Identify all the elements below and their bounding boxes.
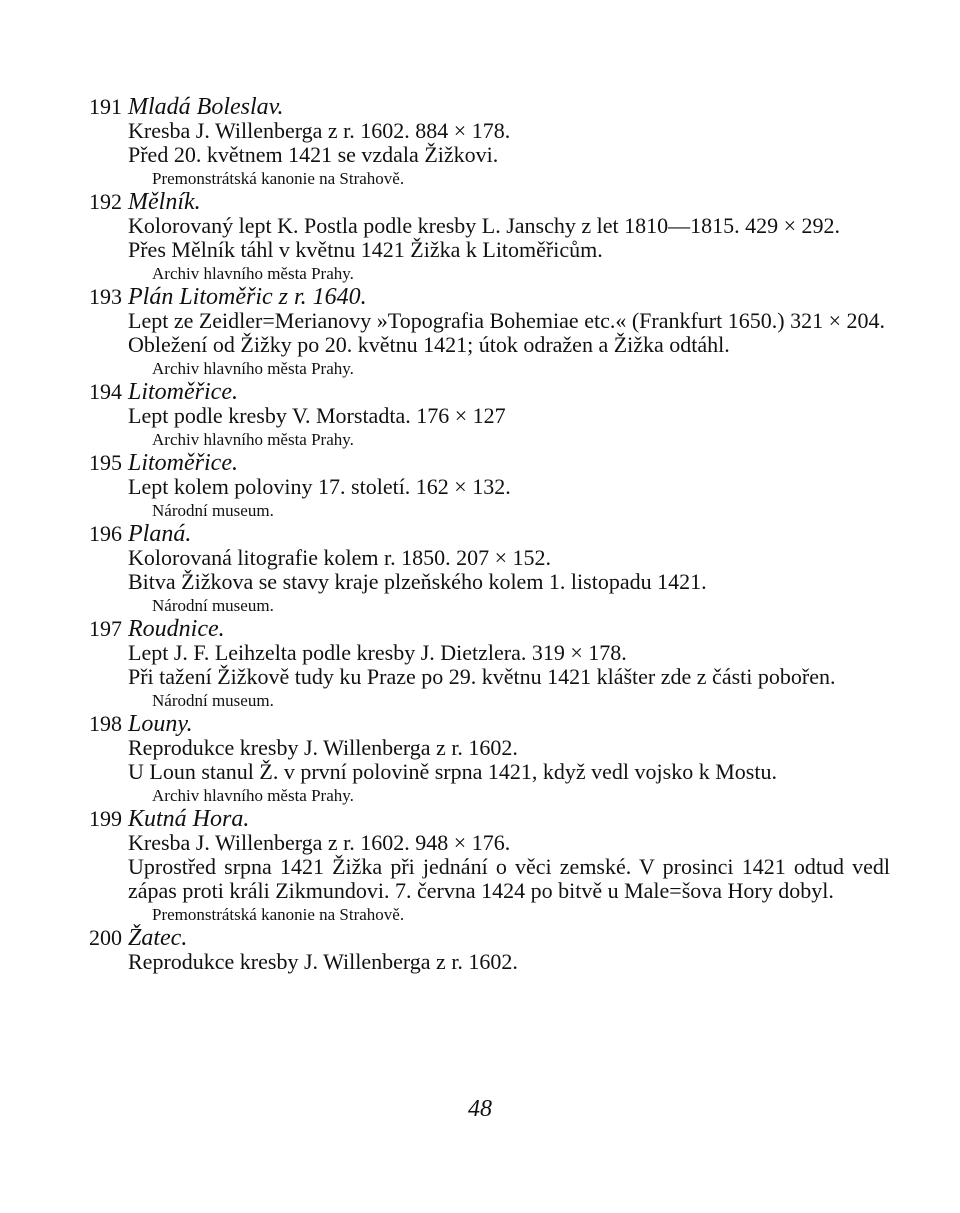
entry-number: 191 (89, 94, 122, 119)
catalogue-entry (70, 190, 890, 285)
entry-line: Uprostřed srpna 1421 Žižka při jednání o věci zemské. V prosinci 1421 odtud vedl zápas proti králi Zikmundovi. 7. června 1424 po bitvě u Male=šova Hory dobyl. (128, 854, 890, 903)
entry-line: Reprodukce kresby J. Willenberga z r. 1602. (128, 735, 518, 760)
page-number: 48 (468, 1096, 492, 1122)
entry-line: U Loun stanul Ž. v první polovině srpna 1421, když vedl vojsko k Mostu. (128, 759, 777, 784)
entry-line: Bitva Žižkova se stavy kraje plzeňského kolem 1. listopadu 1421. (128, 569, 707, 594)
catalogue-entry (70, 617, 890, 712)
entry-line: Lept ze Zeidler=Merianovy »Topografia Bohemiae etc.« (Frankfurt 1650.) 321 × 204. (128, 308, 885, 333)
catalogue-entry (70, 451, 890, 522)
entry-line: Přes Mělník táhl v květnu 1421 Žižka k Litoměřicům. (128, 237, 603, 262)
entry-line: Reprodukce kresby J. Willenberga z r. 1602. (128, 949, 518, 974)
entry-source: Národní museum. (152, 691, 274, 710)
entry-number: 192 (89, 189, 122, 214)
entry-title: Louny. (128, 711, 193, 737)
entry-line: Kresba J. Willenberga z r. 1602. 884 × 178. (128, 118, 511, 143)
entry-title: Kutná Hora. (128, 806, 250, 832)
entry-number: 196 (89, 521, 122, 546)
entry-title: Žatec. (128, 925, 188, 951)
entry-title: Litoměřice. (128, 450, 238, 476)
catalogue-entry (70, 712, 890, 807)
catalogue-entries (70, 95, 890, 974)
entry-line: Kolorovaná litografie kolem r. 1850. 207 × 152. (128, 545, 551, 570)
entry-line: Kolorovaný lept K. Postla podle kresby L. Janschy z let 1810—1815. 429 × 292. (128, 213, 841, 238)
entry-source: Národní museum. (152, 596, 274, 615)
catalogue-entry (70, 380, 890, 451)
catalogue-entry (70, 522, 890, 617)
catalogue-entry (70, 95, 890, 190)
entry-title: Mladá Boleslav. (128, 94, 284, 120)
catalogue-entry (70, 807, 890, 926)
entry-number: 199 (89, 806, 122, 831)
entry-line: Kresba J. Willenberga z r. 1602. 948 × 176. (128, 830, 511, 855)
entry-number: 193 (89, 284, 122, 309)
entry-number: 197 (89, 616, 122, 641)
entry-source: Archiv hlavního města Prahy. (152, 786, 354, 805)
entry-title: Planá. (128, 521, 192, 547)
entry-line: Lept J. F. Leihzelta podle kresby J. Dietzlera. 319 × 178. (128, 640, 627, 665)
entry-title: Roudnice. (128, 616, 225, 642)
entry-source: Archiv hlavního města Prahy. (152, 359, 354, 378)
entry-number: 200 (89, 925, 122, 950)
entry-title: Plán Litoměřic z r. 1640. (128, 284, 367, 310)
catalogue-entry (70, 926, 890, 974)
entry-number: 194 (89, 379, 122, 404)
entry-number: 198 (89, 711, 122, 736)
entry-source: Archiv hlavního města Prahy. (152, 264, 354, 283)
entry-line: Lept podle kresby V. Morstadta. 176 × 127 (128, 403, 506, 428)
entry-source: Národní museum. (152, 501, 274, 520)
entry-line: Při tažení Žižkově tudy ku Praze po 29. květnu 1421 klášter zde z části pobořen. (128, 664, 836, 689)
entry-source: Premonstrátská kanonie na Strahově. (152, 905, 405, 924)
entry-source: Premonstrátská kanonie na Strahově. (152, 169, 405, 188)
entry-title: Litoměřice. (128, 379, 238, 405)
entry-source: Archiv hlavního města Prahy. (152, 430, 354, 449)
catalogue-entry (70, 285, 890, 380)
entry-number: 195 (89, 450, 122, 475)
entry-line: Obležení od Žižky po 20. květnu 1421; útok odražen a Žižka odtáhl. (128, 332, 730, 357)
entry-line: Lept kolem poloviny 17. století. 162 × 132. (128, 474, 511, 499)
entry-line: Před 20. květnem 1421 se vzdala Žižkovi. (128, 142, 499, 167)
entry-title: Mělník. (128, 189, 201, 215)
